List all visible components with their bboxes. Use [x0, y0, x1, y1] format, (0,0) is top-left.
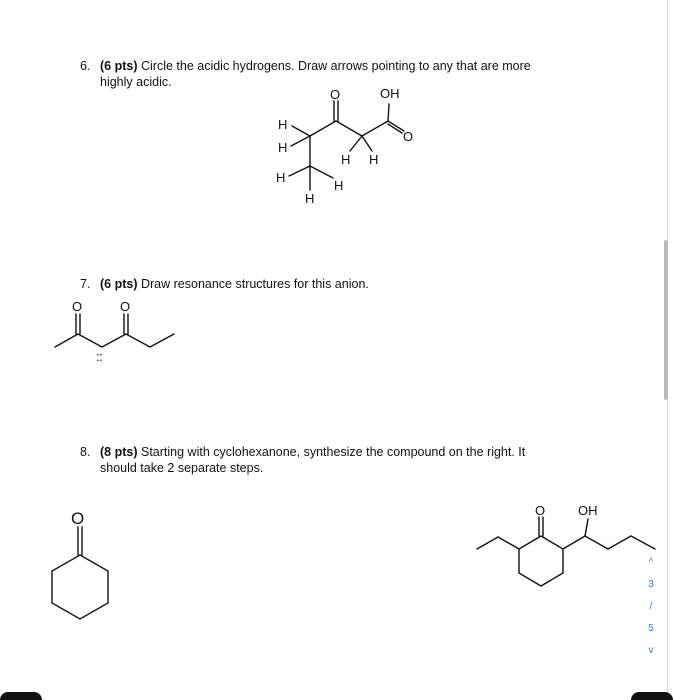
question-number: 6.	[80, 59, 91, 73]
question-number: 7.	[80, 277, 91, 291]
q6-h-label: H	[369, 152, 379, 167]
q6-h-label: H	[334, 178, 344, 193]
q7-o-label: O	[72, 299, 83, 314]
bottom-corner-right	[631, 692, 673, 700]
q6-o-label: O	[330, 87, 341, 102]
bottom-corner-left	[0, 692, 42, 700]
q6-molecule	[289, 101, 404, 190]
total-pages: 5	[648, 623, 654, 634]
q6-o2-label: O	[403, 129, 414, 144]
question-number: 8.	[80, 445, 91, 459]
q6-h-label: H	[278, 140, 288, 155]
q7-lone-pair: :	[99, 349, 103, 364]
points-label: (6 pts)	[100, 277, 138, 291]
points-label: (8 pts)	[100, 445, 138, 459]
q6-h-label: H	[305, 191, 315, 206]
product-molecule	[477, 517, 655, 586]
scrollbar[interactable]	[664, 240, 668, 400]
q8-o-label: O	[535, 503, 546, 518]
prompt-line-1: Circle the acidic hydrogens. Draw arrows pointing to any that are more	[140, 59, 531, 73]
q6-h-label: H	[278, 117, 288, 132]
q6-h-label: H	[276, 170, 286, 185]
q7-lone-pair: :	[96, 349, 100, 364]
page-navigator	[640, 552, 662, 662]
current-page: 3	[648, 579, 654, 590]
q7-o-label: O	[120, 299, 131, 314]
prompt-line-2: should take 2 separate steps.	[100, 461, 264, 475]
q8-oh-label: OH	[578, 503, 598, 518]
page-up-icon[interactable]: ^	[648, 557, 654, 568]
cyclohexanone-molecule	[52, 527, 108, 619]
page-down-icon[interactable]: v	[648, 645, 654, 656]
prompt-line-2: highly acidic.	[100, 75, 172, 89]
points-label: (6 pts)	[100, 59, 138, 73]
bottom-bar	[0, 690, 673, 700]
q6-oh-label: OH	[380, 86, 400, 101]
q6-h-label: H	[341, 152, 351, 167]
prompt-line-1: Draw resonance structures for this anion.	[140, 277, 369, 291]
q8-o-label: O	[71, 509, 85, 528]
page-separator: /	[649, 601, 653, 612]
q7-molecule	[55, 314, 174, 347]
prompt-line-1: Starting with cyclohexanone, synthesize the compound on the right. It	[140, 445, 526, 459]
